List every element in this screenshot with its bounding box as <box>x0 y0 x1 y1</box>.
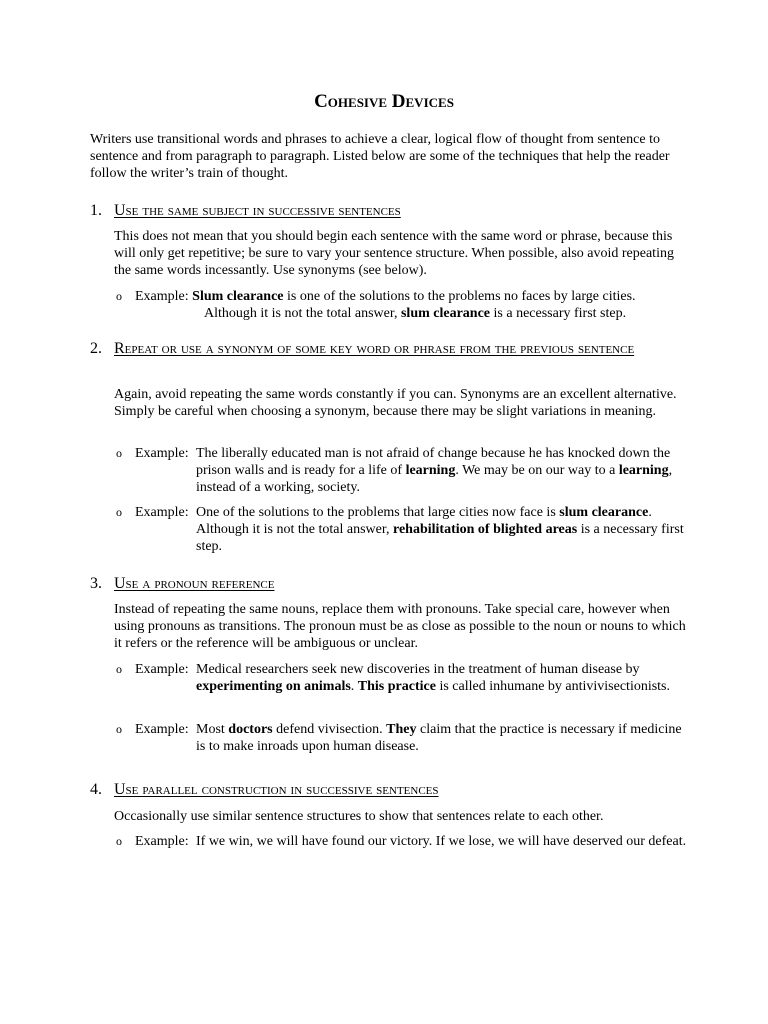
section-1-heading <box>90 201 401 221</box>
example-text: The liberally educated man is not afraid of change because he has knocked down the prison walls and is ready for a life of learning. We may be on our way to a learning, instead of a working, society. <box>196 446 673 495</box>
example-label: Example: <box>135 505 189 520</box>
section-3-example-1 <box>135 661 690 695</box>
example-line: Example: Slum clearance is one of the solutions to the problems no faces by large cities. <box>135 289 636 304</box>
example-label: Example: <box>135 446 189 461</box>
bullet-icon: o <box>116 722 122 736</box>
example-text: One of the solutions to the problems that large cities now face is slum clearance. Although it is not the total answer, rehabilitation of blighted areas is a necessary first step. <box>196 505 684 554</box>
section-heading-text: Use a pronoun reference <box>114 575 275 592</box>
example-text: If we win, we will have found our victory. If we lose, we will have deserved our defeat. <box>196 834 687 849</box>
bullet-icon: o <box>116 446 122 460</box>
section-heading-text: Use the same subject in successive sentences <box>114 202 401 219</box>
bullet-icon: o <box>116 289 122 303</box>
section-2-paragraph: Again, avoid repeating the same words constantly if you can. Synonyms are an excellent alternative. Simply be careful when choosing a synonym, because there may be slight variations in meaning. <box>114 387 677 419</box>
example-label: Example: <box>135 289 189 304</box>
example-text: Medical researchers seek new discoveries in the treatment of human disease by experimenting on animals. This practice is called inhumane by antivivisectionists. <box>196 662 671 694</box>
section-number: 1. <box>90 202 102 219</box>
bullet-icon: o <box>116 505 122 519</box>
section-number: 2. <box>90 340 102 357</box>
section-number: 4. <box>90 781 102 798</box>
section-2-heading <box>90 338 690 359</box>
example-label: Example: <box>135 662 189 677</box>
example-label: Example: <box>135 834 189 849</box>
section-heading-text: Use parallel construction in successive sentences <box>114 781 439 798</box>
section-3-example-2 <box>135 721 690 755</box>
bullet-icon: o <box>116 662 122 676</box>
section-number: 3. <box>90 575 102 592</box>
bullet-icon: o <box>116 834 122 848</box>
section-1-example-1 <box>135 288 690 322</box>
example-line: Although it is not the total answer, slum clearance is a necessary first step. <box>204 306 627 321</box>
document-title: Cohesive Devices <box>314 91 454 112</box>
section-4-example-1 <box>135 833 690 850</box>
section-4-heading <box>90 780 439 800</box>
section-4-paragraph: Occasionally use similar sentence structures to show that sentences relate to each other. <box>114 809 604 824</box>
section-heading-text: Repeat or use a synonym of some key word or phrase from the previous sentence <box>114 340 635 357</box>
section-2-example-1 <box>135 445 690 496</box>
section-3-heading <box>90 574 274 594</box>
section-3-paragraph: Instead of repeating the same nouns, replace them with pronouns. Take special care, however when using pronouns as transitions. The pronoun must be as close as possible to the noun or nouns to which it refers or the reference will be ambiguous or unclear. <box>114 602 686 651</box>
section-1-paragraph: This does not mean that you should begin each sentence with the same word or phrase, because this will only get repetitive; be sure to vary your sentence structure. When possible, also avoid repeating the same words incessantly. Use synonyms (see below). <box>114 229 674 278</box>
section-2-example-2 <box>135 504 690 555</box>
example-text: Most doctors defend vivisection. They claim that the practice is necessary if medicine is to make inroads upon human disease. <box>196 722 682 754</box>
example-label: Example: <box>135 722 189 737</box>
intro-paragraph: Writers use transitional words and phrases to achieve a clear, logical flow of thought from sentence to sentence and from paragraph to paragraph. Listed below are some of the techniques that help the reader follow the writer’s train of thought. <box>90 132 670 181</box>
